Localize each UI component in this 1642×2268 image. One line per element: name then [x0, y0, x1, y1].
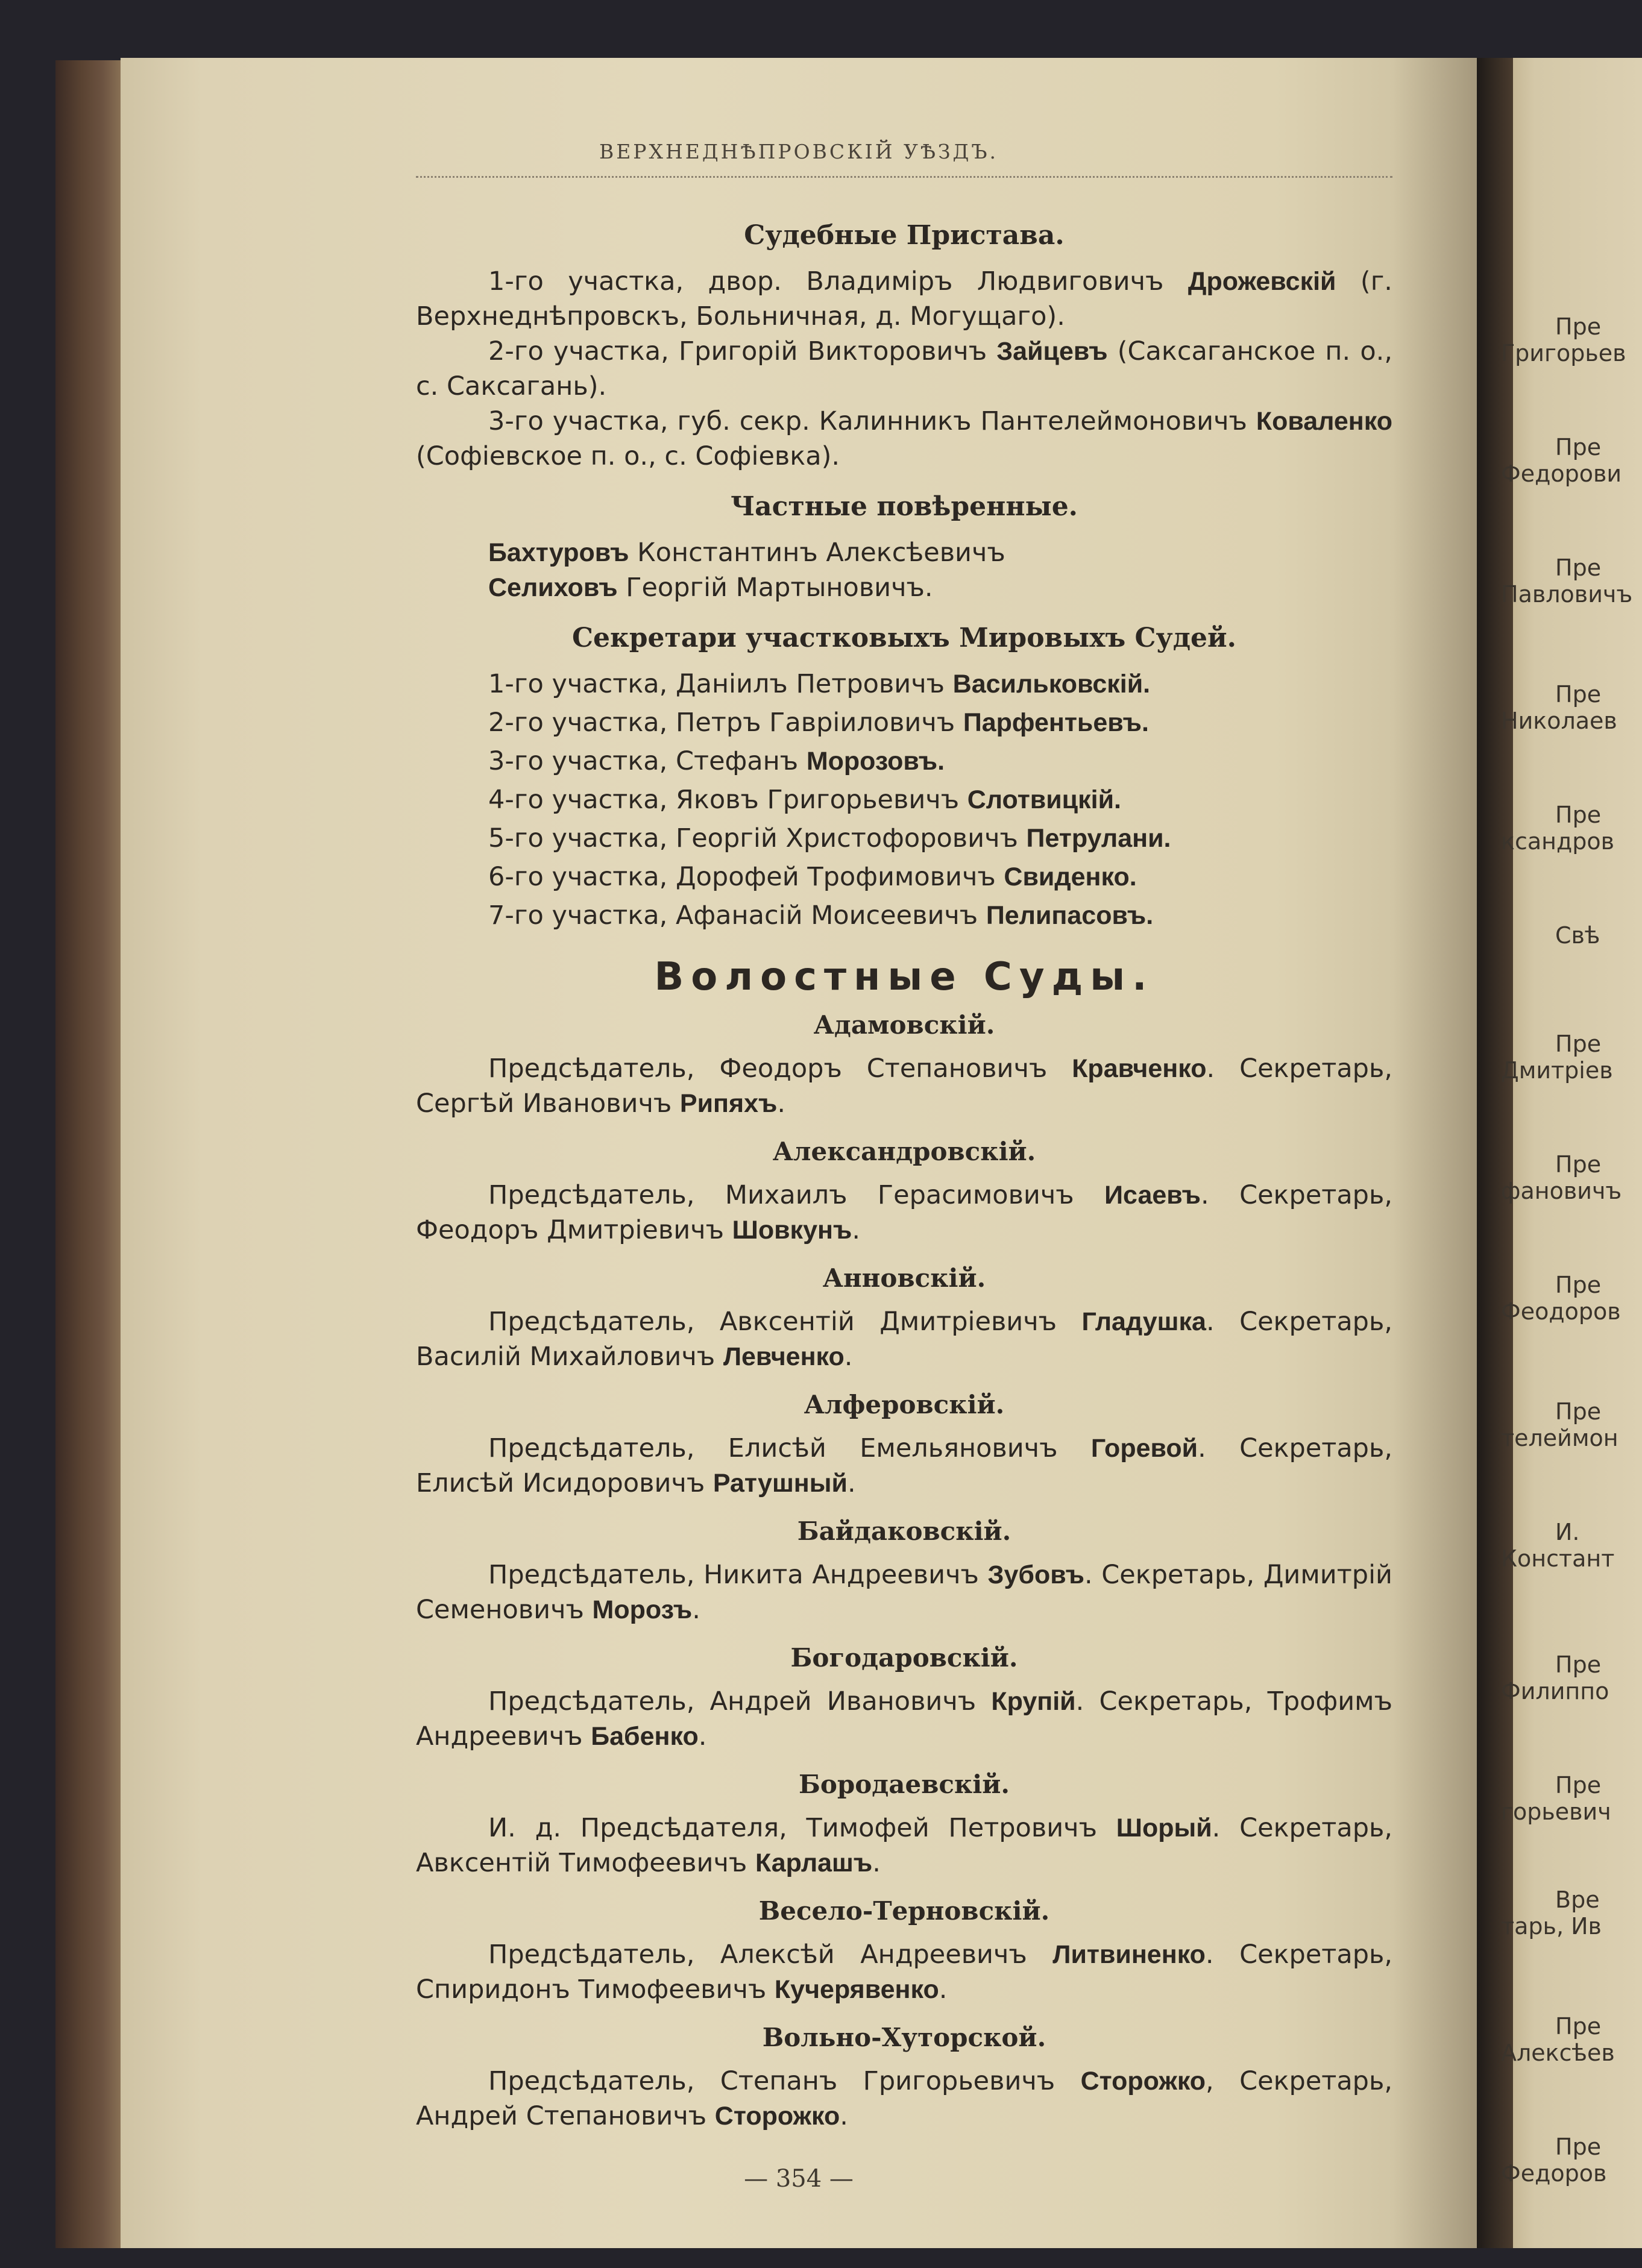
page-content: [416, 203, 1392, 2134]
list-item: Селиховъ Георгій Мартыновичъ.: [488, 573, 933, 603]
fragment: Пре Феодоров: [1501, 1272, 1621, 1325]
court-name: Бородаевскій.: [798, 1770, 1010, 1799]
fragment: И. Констант: [1501, 1519, 1615, 1572]
court-officials: Предсѣдатель, Елисѣй Емельяновичъ Горевой. Секретарь, Елисѣй Исидоровичъ Ратушный.: [416, 1433, 1392, 1498]
list-item: 6-го участка, Дорофей Трофимовичъ Свиденко.: [488, 862, 1137, 892]
fragment: Пре Дмитріев: [1501, 1031, 1613, 1084]
court-name: Алферовскій.: [804, 1390, 1005, 1419]
book-page: [121, 58, 1477, 2248]
court-entry: [416, 1261, 1392, 1374]
court-officials: Предсѣдатель, Михаилъ Герасимовичъ Исаевъ. Секретарь, Феодоръ Дмитріевичъ Шовкунъ.: [416, 1180, 1392, 1245]
court-entry: [416, 1894, 1392, 2007]
court-entry: [416, 1008, 1392, 1121]
fragment: Пре Павловичъ: [1501, 554, 1633, 608]
court-officials: Предсѣдатель, Алексѣй Андреевичъ Литвиненко. Секретарь, Спиридонъ Тимофеевичъ Кучерявенко.: [416, 1940, 1393, 2005]
list-item: 3-го участка, губ. секр. Калинникъ Пантелеймоновичъ Коваленко (Софіевское п. о., с. Софіевка).: [416, 406, 1392, 471]
page-number: — 354 —: [744, 2165, 854, 2193]
list-item: 1-го участка, двор. Владиміръ Людвиговичъ Дрожевскій (г. Верхнеднѣпровскъ, Больничная, д. Могущаго).: [416, 266, 1392, 331]
court-entry: [416, 1767, 1392, 1880]
list-item: 2-го участка, Григорій Викторовичъ Зайцевъ (Саксаганское п. о., с. Саксагань).: [416, 336, 1392, 401]
court-entry: [416, 1134, 1392, 1248]
court-officials: Предсѣдатель, Степанъ Григорьевичъ Сторожко, Секретарь, Андрей Степановичъ Сторожко.: [416, 2066, 1392, 2131]
court-entry: [416, 2020, 1392, 2134]
court-name: Байдаковскій.: [797, 1516, 1011, 1546]
list-item: Бахтуровъ Константинъ Алексѣевичъ: [488, 538, 1005, 568]
court-entry: [416, 1387, 1392, 1501]
fragment: Свѣ: [1555, 922, 1600, 949]
court-officials: Предсѣдатель, Никита Андреевичъ Зубовъ. Секретарь, Димитрій Семеновичъ Морозъ.: [416, 1560, 1392, 1625]
running-head: ВЕРХНЕДНѢПРОВСКІЙ УѢЗДЪ.: [599, 140, 999, 163]
fragment: Пре Филиппо: [1501, 1651, 1609, 1704]
fragment: Пре фановичъ: [1501, 1151, 1622, 1204]
court-entry: [416, 1514, 1392, 1627]
court-name: Весело-Терновскій.: [758, 1896, 1050, 1926]
list-item: 7-го участка, Афанасій Моисеевичъ Пелипасовъ.: [488, 900, 1154, 931]
attorneys-heading: Частные повѣренные.: [730, 491, 1078, 522]
court-officials: И. д. Предсѣдателя, Тимофей Петровичъ Шорый. Секретарь, Авксентій Тимофеевичъ Карлашъ.: [416, 1813, 1392, 1878]
list-item: 1-го участка, Даніилъ Петровичъ Васильковскій.: [488, 669, 1151, 699]
court-name: Адамовскій.: [813, 1010, 995, 1040]
court-name: Богодаровскій.: [790, 1643, 1018, 1673]
fragment: Пре Федорови: [1501, 434, 1622, 487]
list-item: 3-го участка, Стефанъ Морозовъ.: [488, 746, 945, 776]
court-officials: Предсѣдатель, Андрей Ивановичъ Крупій. Секретарь, Трофимъ Андреевичъ Бабенко.: [416, 1686, 1392, 1751]
list-item: 4-го участка, Яковъ Григорьевичъ Слотвицкій.: [488, 785, 1121, 815]
fragment: Пре Николаев: [1501, 681, 1617, 734]
volost-courts-list: [416, 1008, 1392, 2134]
court-name: Анновскій.: [822, 1263, 986, 1293]
fragment: Пре ксандров: [1501, 802, 1615, 855]
secretaries-heading: Секретари участковыхъ Мировыхъ Судей.: [572, 623, 1236, 653]
fragment: Пре телеймон: [1501, 1398, 1618, 1451]
secretaries-list: [416, 667, 1392, 933]
attorneys-list: [416, 535, 1392, 605]
bailiffs-list: [416, 264, 1392, 474]
court-officials: Предсѣдатель, Авксентій Дмитріевичъ Гладушка. Секретарь, Василій Михайловичъ Левченко.: [416, 1307, 1392, 1372]
court-name: Александровскій.: [772, 1137, 1036, 1166]
fragment: Пре горьевич: [1501, 1772, 1611, 1825]
court-entry: [416, 1641, 1392, 1754]
court-officials: Предсѣдатель, Феодоръ Степановичъ Кравченко. Секретарь, Сергѣй Ивановичъ Рипяхъ.: [416, 1054, 1392, 1119]
header-rule: [416, 176, 1392, 178]
fragment: Пре Федоров: [1501, 2134, 1607, 2187]
list-item: 5-го участка, Георгій Христофоровичъ Петрулани.: [488, 823, 1171, 853]
bailiffs-heading: Судебные Пристава.: [744, 220, 1065, 251]
fragment: Пре Алексѣев: [1501, 2013, 1615, 2066]
book-spine-edge: [55, 60, 122, 2248]
volost-courts-heading: Волостные Суды.: [654, 955, 1154, 999]
list-item: 2-го участка, Петръ Гавріиловичъ Парфентьевъ.: [488, 708, 1149, 738]
fragment: Пре Григорьев: [1501, 313, 1626, 366]
fragment: Вре тарь, Ив: [1501, 1886, 1602, 1940]
court-name: Вольно-Хуторской.: [762, 2023, 1046, 2052]
